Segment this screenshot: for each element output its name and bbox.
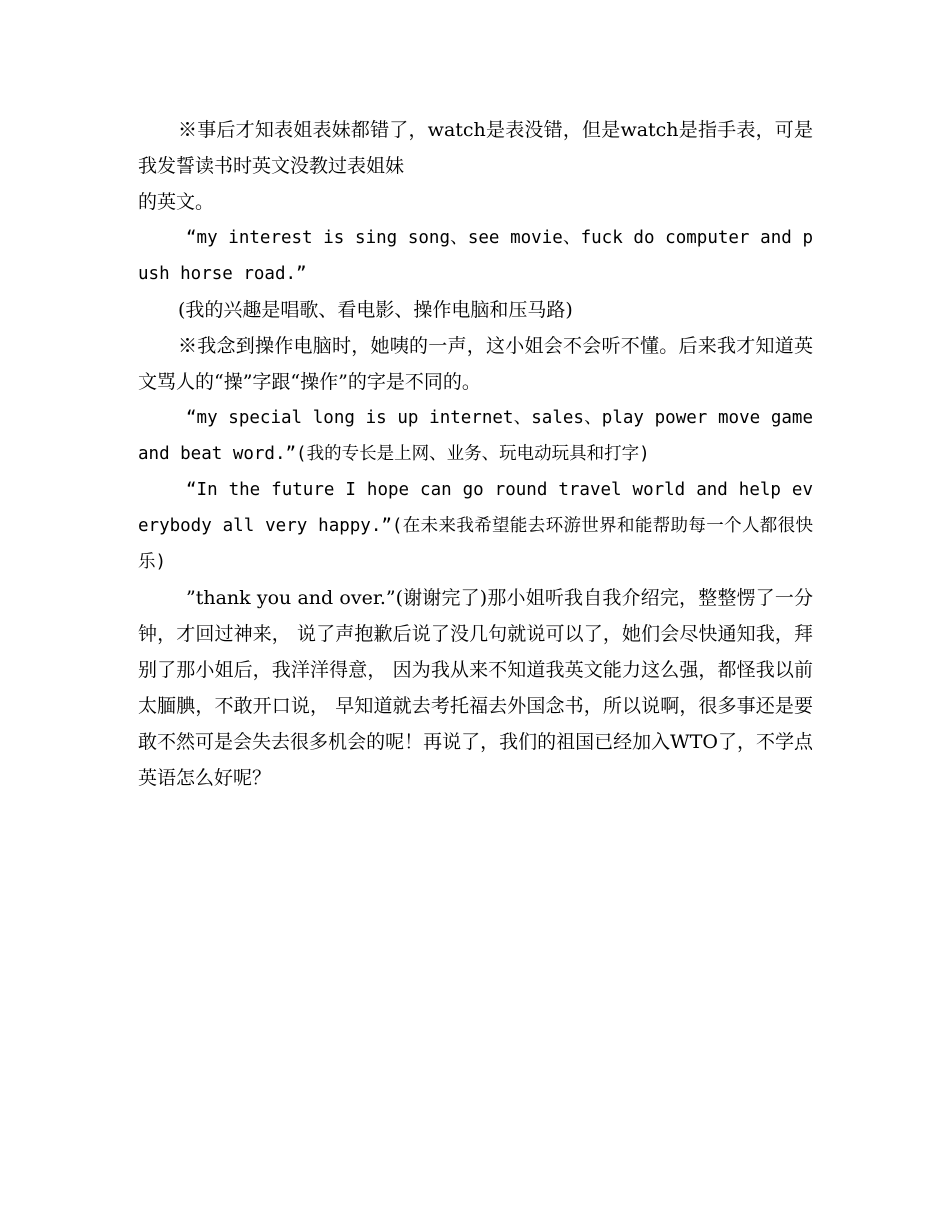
paragraph-closing: ”thank you and over.”(谢谢完了)那小姐听我自我介绍完，整整愣了一分钟，才回过神来， 说了声抱歉后说了没几句就说可以了，她们会尽快通知我，拜别了那小姐后，我洋洋得意， 因为我从来不知道我英文能力这么强，都怪我以前太腼腆，不敢开口说， 早知道就去考托福去外国念书，所以说啊，很多事还是要敢不然可是会失去很多机会的呢！再说了，我们的祖国已经加入WTO了，不学点英语怎么好呢？ (138, 587, 813, 789)
document-body (138, 112, 813, 796)
paragraph-watch-note: ※事后才知表姐表妹都错了，watch是表没错，但是watch是指手表，可是我发誓读书时英文没教过表姐妹 (138, 119, 813, 177)
paragraph-watch-note-end: 的英文。 (138, 191, 215, 213)
paragraph-future-hope: “In the future I hope can go round travel world and help everybody all very happy.”(在未来我希望能去环游世界和能帮助每一个人都很快乐) (138, 480, 813, 572)
paragraph-special-skill: “my special long is up internet、sales、play power move game and beat word.”(我的专长是上网、业务、玩电动玩具和打字) (138, 408, 813, 464)
paragraph-interest-english: “my interest is sing song、see movie、fuck do computer and push horse road.” (138, 228, 813, 284)
paragraph-computer-note: ※我念到操作电脑时，她咦的一声，这小姐会不会听不懂。后来我才知道英文骂人的“操”字跟“操作”的字是不同的。 (138, 335, 813, 393)
paragraph-interest-chinese: (我的兴趣是唱歌、看电影、操作电脑和压马路) (178, 299, 573, 321)
